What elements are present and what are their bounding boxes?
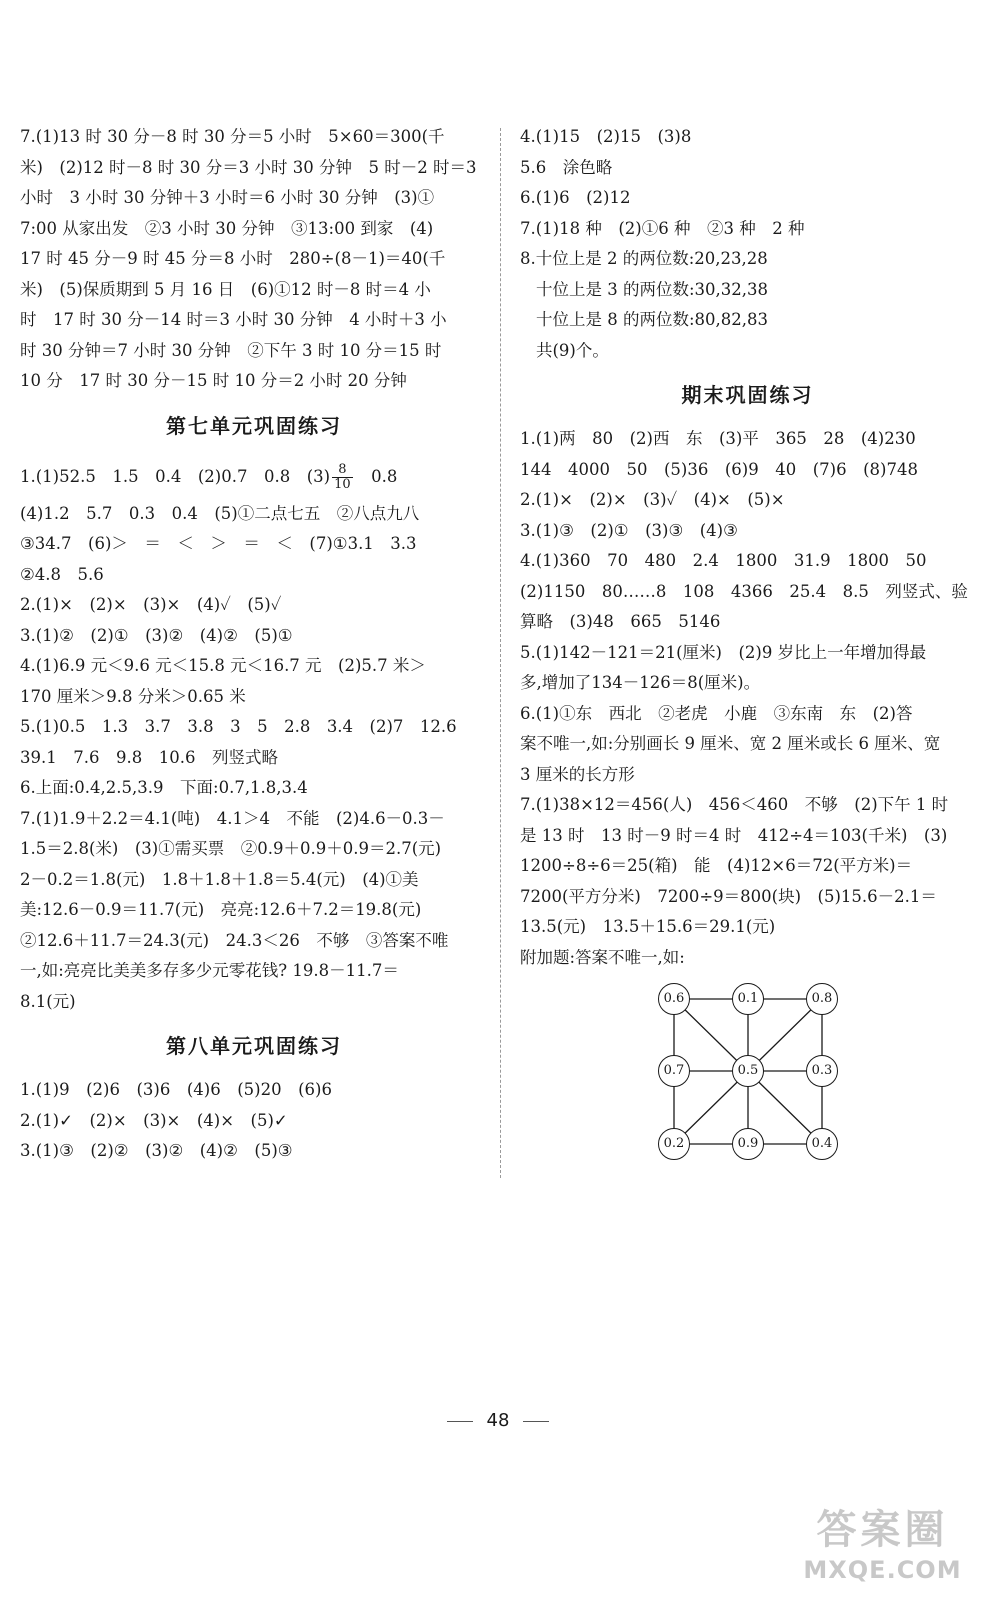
watermark-text: 答案圈	[816, 1507, 949, 1553]
answer-line: ②4.8 5.6	[20, 564, 104, 584]
answer-line: 3.(1)② (2)① (3)② (4)② (5)①	[20, 625, 293, 645]
answer-line: 美:12.6－0.9＝11.7(元) 亮亮:12.6＋7.2＝19.8(元)	[20, 900, 422, 919]
bonus-magic-grid-diagram	[642, 979, 862, 1169]
grid-node: 0.5	[732, 1055, 764, 1087]
answer-line: 1.(1)9 (2)6 (3)6 (4)6 (5)20 (6)6	[20, 1080, 332, 1099]
answer-line: 3.(1)③ (2)② (3)② (4)② (5)③	[20, 1141, 293, 1160]
answer-line: 附加题:答案不唯一,如:	[520, 947, 685, 967]
answer-line: 4.(1)6.9 元＜9.6 元＜15.8 元＜16.7 元 (2)5.7 米＞	[20, 656, 426, 675]
answer-line: 米) (5)保质期到 5 月 16 日 (6)①12 时－8 时＝4 小	[20, 279, 431, 299]
answer-line: 39.1 7.6 9.8 10.6 列竖式略	[20, 747, 278, 767]
fraction-denominator: 10	[334, 476, 351, 492]
answer-line: 5.(1)0.5 1.3 3.7 3.8 3 5 2.8 3.4 (2)7 12.6	[20, 717, 457, 736]
answer-line: 共(9)个。	[536, 340, 609, 360]
answer-line: 十位上是 8 的两位数:80,82,83	[536, 310, 769, 329]
answer-line: 米) (2)12 时－8 时 30 分＝3 小时 30 分钟 5 时－2 时＝3	[20, 157, 477, 177]
answer-line: 2.(1)× (2)× (3)✓ (4)× (5)×	[520, 490, 785, 509]
answer-line: 7:00 从家出发 ②3 小时 30 分钟 ③13:00 到家 (4)	[20, 218, 434, 238]
section-unit6-q7	[20, 122, 488, 397]
grid-node: 0.4	[806, 1128, 838, 1160]
answer-line: 10 分 17 时 30 分－15 时 10 分＝2 小时 20 分钟	[20, 371, 407, 390]
answer-line: 8.十位上是 2 的两位数:20,23,28	[520, 249, 768, 268]
answer-line: 1.5＝2.8(米) (3)①需买票 ②0.9＋0.9＋0.9＝2.7(元)	[20, 839, 442, 858]
answer-text: 1.(1)52.5 1.5 0.4 (2)0.7 0.8 (3)	[20, 466, 331, 486]
answer-line: 算略 (3)48 665 5146	[520, 612, 721, 631]
answer-line: 144 4000 50 (5)36 (6)9 40 (7)6 (8)748	[520, 459, 918, 479]
column-divider	[500, 128, 501, 1178]
answer-line: 案不唯一,如:分别画长 9 厘米、宽 2 厘米或长 6 厘米、宽	[520, 734, 941, 753]
answer-line: 7.(1)13 时 30 分－8 时 30 分＝5 小时 5×60＝300(千	[20, 127, 445, 146]
section-unit7	[20, 499, 488, 1018]
answer-line: 2.(1)✓ (2)× (3)× (4)× (5)✓	[20, 1110, 288, 1130]
answer-line: 2－0.2＝1.8(元) 1.8＋1.8＋1.8＝5.4(元) (4)①美	[20, 869, 419, 889]
section-heading-unit7: 第七单元巩固练习	[166, 413, 342, 438]
answer-line: 小时 3 小时 30 分钟＋3 小时＝6 小时 30 分钟 (3)①	[20, 188, 435, 207]
grid-node: 0.9	[732, 1128, 764, 1160]
answer-text: 0.8	[354, 466, 398, 486]
watermark-domain: MXQE.COM	[803, 1556, 962, 1584]
answer-line: 3 厘米的长方形	[520, 764, 635, 784]
page-number-dash	[523, 1421, 549, 1422]
grid-node: 0.8	[806, 983, 838, 1015]
answer-line: 是 13 时 13 时－9 时＝4 时 412÷4＝103(千米) (3)	[520, 825, 948, 845]
answer-line: 8.1(元)	[20, 991, 76, 1011]
grid-node: 0.1	[732, 983, 764, 1015]
page-number	[0, 1410, 996, 1431]
answer-line: 6.(1)①东 西北 ②老虎 小鹿 ③东南 东 (2)答	[520, 703, 913, 723]
answer-line: 170 厘米＞9.8 分米＞0.65 米	[20, 686, 246, 706]
grid-node: 0.6	[658, 983, 690, 1015]
watermark-logo	[780, 1505, 985, 1595]
answer-line: 7200(平方分米) 7200÷9＝800(块) (5)15.6－2.1＝	[520, 886, 937, 906]
answer-line: 6.(1)6 (2)12	[520, 188, 631, 207]
answer-line-with-fraction	[20, 455, 488, 499]
grid-node: 0.3	[806, 1055, 838, 1087]
answer-line: 13.5(元) 13.5＋15.6＝29.1(元)	[520, 917, 776, 936]
answer-line: 十位上是 3 的两位数:30,32,38	[536, 279, 769, 299]
answer-line: 7.(1)38×12＝456(人) 456＜460 不够 (2)下午 1 时	[520, 795, 949, 814]
page-number-dash	[447, 1421, 473, 1422]
fraction-numerator: 8	[332, 463, 353, 478]
answer-line: (2)1150 80……8 108 4366 25.4 8.5 列竖式、验	[520, 581, 968, 601]
answer-line: ②12.6＋11.7＝24.3(元) 24.3＜26 不够 ③答案不唯	[20, 930, 449, 950]
grid-node: 0.2	[658, 1128, 690, 1160]
answer-line: 时 17 时 30 分－14 时＝3 小时 30 分钟 4 小时＋3 小	[20, 310, 447, 329]
answer-line: 7.(1)18 种 (2)①6 种 ②3 种 2 种	[520, 218, 805, 238]
answer-line: (4)1.2 5.7 0.3 0.4 (5)①二点七五 ②八点九八	[20, 503, 420, 523]
answer-line: 多,增加了134－126＝8(厘米)。	[520, 673, 761, 692]
answer-line: 5.6 涂色略	[520, 157, 613, 177]
answer-line: 3.(1)③ (2)① (3)③ (4)③	[520, 520, 738, 540]
grid-node: 0.7	[658, 1055, 690, 1087]
answer-line: 1.(1)两 80 (2)西 东 (3)平 365 28 (4)230	[520, 429, 916, 448]
answer-line: 2.(1)× (2)× (3)× (4)✓ (5)✓	[20, 595, 282, 614]
answer-line: 时 30 分钟＝7 小时 30 分钟 ②下午 3 时 10 分＝15 时	[20, 340, 442, 360]
answer-line: 一,如:亮亮比美美多存多少元零花钱? 19.8－11.7＝	[20, 961, 399, 980]
answer-line: 1200÷8÷6＝25(箱) 能 (4)12×6＝72(平方米)＝	[520, 856, 913, 875]
section-unit8	[20, 1075, 488, 1167]
section-unit8-continued	[520, 122, 975, 366]
section-final	[520, 424, 975, 973]
answer-line: ③34.7 (6)＞ ＝ ＜ ＞ ＝ ＜ (7)①3.1 3.3	[20, 534, 417, 553]
right-column	[520, 122, 975, 1169]
fraction	[332, 463, 353, 492]
page-number-value: 48	[486, 1410, 510, 1431]
answer-line: 7.(1)1.9＋2.2＝4.1(吨) 4.1＞4 不能 (2)4.6－0.3－	[20, 808, 445, 828]
section-heading-unit8: 第八单元巩固练习	[166, 1034, 342, 1058]
answer-line: 17 时 45 分－9 时 45 分＝8 小时 280÷(8－1)＝40(千	[20, 249, 446, 268]
answer-line: 5.(1)142－121＝21(厘米) (2)9 岁比上一年增加得最	[520, 642, 927, 662]
answer-line: 4.(1)15 (2)15 (3)8	[520, 127, 692, 146]
answer-line: 4.(1)360 70 480 2.4 1800 31.9 1800 50	[520, 551, 927, 570]
left-column	[20, 122, 488, 1167]
section-heading-final: 期末巩固练习	[681, 383, 814, 407]
answer-line: 6.上面:0.4,2.5,3.9 下面:0.7,1.8,3.4	[20, 778, 308, 797]
